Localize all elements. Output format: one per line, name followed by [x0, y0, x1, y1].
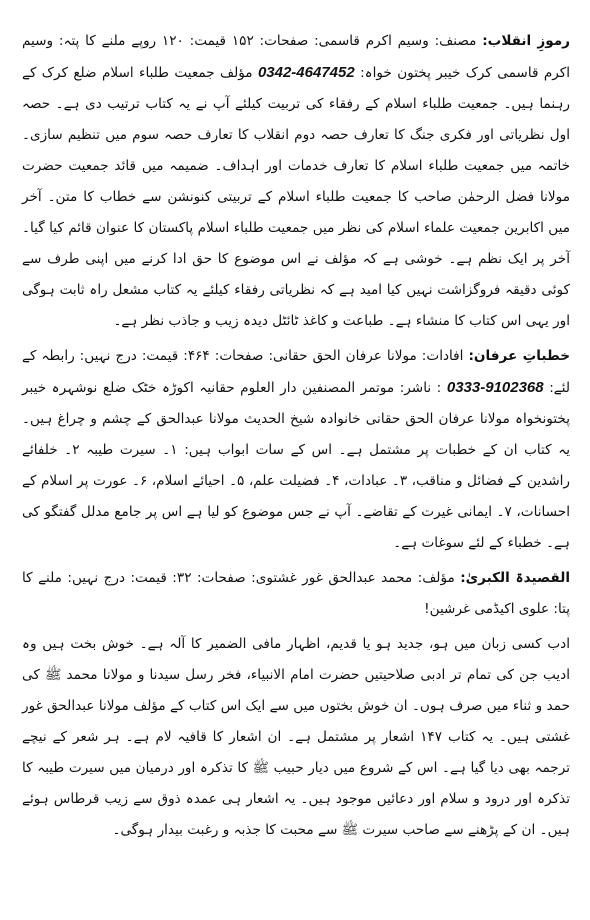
review-meta: افادات: مولانا عرفان الحق حقانی: صفحات: ۴۶۴: قیمت: درج نہیں: رابطہ کے لئے: [22, 348, 570, 396]
review-title: رموزِ انقلاب: [482, 33, 570, 49]
review-meta: مصنف: وسیم اکرم قاسمی: صفحات: ۱۵۲ قیمت: ۱۲۰ روپے ملنے کا پتہ: وسیم اکرم قاسمی کرک خیبر پختون خواہ: [22, 33, 570, 81]
review-meta: مؤلف: محمد عبدالحق غور غشتوی: صفحات: ۳۲: قیمت: درج نہیں: ملنے کا پتا: علوی اکیڈمی غرشین! [22, 570, 570, 617]
contact-phone: 0333-9102368 [446, 379, 544, 396]
review-rumooz-e-inqilab [22, 26, 570, 337]
review-title: القصیدۃ الکبریٰ: [460, 570, 570, 586]
review-body: : ناشر: موتمر المصنفین دار العلوم حقانیہ اکوڑہ خٹک ضلع نوشہرہ خیبر پختونخواہ مولانا عرفان الحق حقانی خانوادہ شیخ الحدیث مولانا عبدالحق کے چشم و چراغ ہیں۔ یہ کتاب ان کے خطبات پر مشتمل ہے۔ اس کے سات ابواب ہیں: ۱۔ سیرت طیبہ ۲۔ خلفائے راشدین کے فضائل و مناقب، ۳۔ عبادات، ۴۔ فضیلت علم، ۵۔ احیائے اسلام، ۶۔ عورت پر اسلام کے احسانات، ۷۔ ایمانی غیرت کے تقاضے۔ آپ نے جس موضوع کو لیا ہے اس پر جامع مدلل گفتگو کی ہے۔ خطباء کے لئے سوغات ہے۔ [22, 380, 571, 551]
review-title: خطباتِ عرفان: [468, 348, 571, 364]
review-body: مؤلف جمعیت طلباء اسلام ضلع کرک کے رہنما ہیں۔ جمعیت طلباء اسلام کے رفقاء کی تربیت کیلئے آپ نے یہ کتاب ترتیب دی ہے۔ حصہ اول نظریاتی اور فکری جنگ کا تعارف حصہ دوم انقلاب کا تعارف حصہ سوم میں تنظیم سازی۔ خاتمہ میں جمعیت طلباء اسلام کا تعارف خدمات اور اہداف۔ ضمیمہ میں قائد جمعیت حضرت مولانا فضل الرحمٰن صاحب کا جمعیت طلباء اسلام کے تربیتی کنونشن سے خطاب کا متن۔ آخر میں اکابرین جمعیت علماء اسلام کی نظر میں جمعیت طلباء اسلام پاکستان کا عنوان قائم کیا گیا۔ آخر پر ایک نظم ہے۔ خوشی ہے کہ مؤلف نے اس موضوع کا حق ادا کرنے میں اپنی طرف سے کوئی دقیقہ فروگزاشت نہیں کیا امید ہے کہ نظریاتی رفقاء کیلئے یہ کتاب مشعل راہ ثابت ہوگی اور یہی اس کتاب کا منشاء ہے۔ طباعت و کاغذ ٹائٹل دیدہ زیب و جاذب نظر ہے۔ [22, 65, 570, 329]
review-al-qasida-al-kubra [22, 563, 570, 625]
review-body: ادب کسی زبان میں ہو، جدید ہو یا قدیم، اظہار مافی الضمیر کا آلہ ہے۔ خوش بخت ہیں وہ ادیب جن کی تمام تر ادبی صلاحیتیں حضرت امام الانبیاء، فخر رسل سیدنا و مولانا محمد ﷺ کی حمد و ثناء میں صرف ہوں۔ ان خوش بختوں میں سے ایک اس کتاب کے مؤلف مولانا عبدالحق غور غشتی ہیں۔ یہ کتاب ۱۴۷ اشعار پر مشتمل ہے۔ ان اشعار کا قافیہ لام ہے۔ ہر شعر کے نیچے ترجمہ بھی دیا گیا ہے۔ اس کے شروع میں دیار حبیب ﷺ کا تذکرہ اور درمیان میں سیرت طیبہ کا تذکرہ اور درود و سلام اور دعائیں موجود ہیں۔ یہ اشعار ہی عمدہ ذوق سے زیب قرطاس ہوئے ہیں۔ ان کے پڑھنے سے صاحب سیرت ﷺ سے محبت کا جذبہ و رغبت بیدار ہوگی۔ [22, 636, 570, 838]
contact-phone: 0342-4647452 [257, 64, 355, 81]
review-al-qasida-body [22, 629, 570, 846]
review-khutbat-e-irfan [22, 341, 570, 559]
